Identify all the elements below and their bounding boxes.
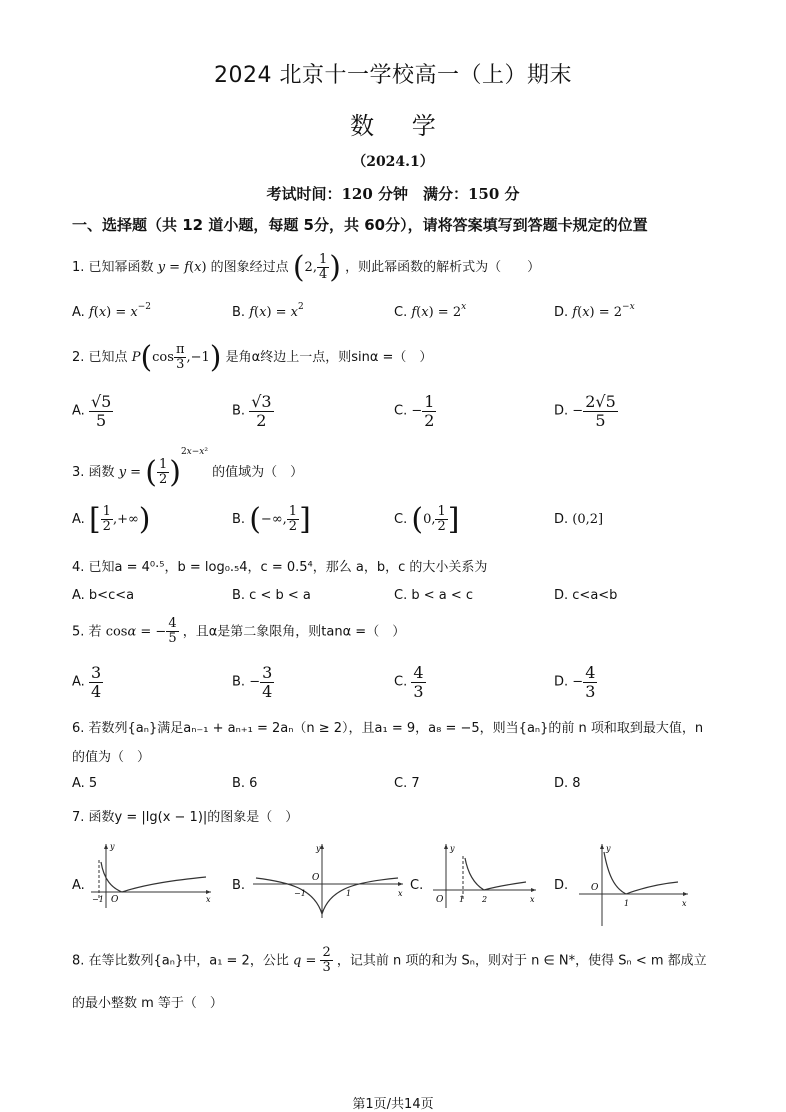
svg-text:y: y xyxy=(316,844,321,853)
svg-text:y: y xyxy=(110,842,115,851)
svg-text:x: x xyxy=(530,895,535,904)
q1-mid: 的图象经过点 xyxy=(210,260,289,275)
q4-option-c: C. b < a < c xyxy=(394,588,474,603)
question-4: 4. 已知a = 4⁰·⁵，b = log₀.₅4，c = 0.5⁴，那么 a，b，c 的大小关系为 xyxy=(72,560,488,575)
q3-option-d: D. (0,2] xyxy=(554,512,604,527)
svg-text:1: 1 xyxy=(624,899,630,908)
q1-suffix: ，则此幂函数的解析式为（ ） xyxy=(345,260,541,275)
q1-prefix: 1. 已知幂函数 xyxy=(72,260,154,275)
svg-text:−1: −1 xyxy=(294,889,306,898)
q1-option-c: C. $f(x) = 2^x$ xyxy=(394,302,467,320)
svg-text:1: 1 xyxy=(346,889,352,898)
svg-text:y: y xyxy=(606,844,611,853)
q1-option-a: A. $f(x) = x^{-2}$ xyxy=(72,302,152,320)
question-3: 3. 函数 y = ( $\frac{1}{2}$ )$^{2x-x^2}$ 的值域为（ ） xyxy=(72,447,304,490)
svg-text:y: y xyxy=(450,844,455,853)
q2-option-b: B. $\frac{√3}{2}$ xyxy=(232,392,272,430)
q7-graph-c xyxy=(428,840,540,910)
exam-subject: 数 学 xyxy=(350,112,436,140)
q2-option-c: C. − $\frac{1}{2}$ xyxy=(394,392,435,430)
exam-info: 考试时间：120 分钟 满分：150 分 xyxy=(266,185,520,203)
q8-q-den: 3 xyxy=(322,960,331,976)
q1-point-den: 4 xyxy=(318,267,328,282)
q4-option-b: B. c < b < a xyxy=(232,588,311,603)
q4-option-d: D. c<a<b xyxy=(554,588,618,603)
q7-option-a-label: A. xyxy=(72,878,85,893)
q6-line1: ，则当{aₙ}的前 n 项和取到最大值，n xyxy=(479,721,704,736)
svg-text:O: O xyxy=(312,873,320,883)
q6-prefix: 6. 若数列{aₙ}满足aₙ₋₁ + aₙ₊₁ = 2aₙ（n ≥ 2），且a₁ = 9，a₈ = −5 xyxy=(72,721,480,736)
question-6-line2: 的值为（ ） xyxy=(72,750,151,765)
section-heading: 一、选择题（共 12 道小题，每题 5分，共 60分），请将答案填写到答题卡规定的位置 xyxy=(72,216,648,234)
svg-text:x: x xyxy=(398,889,403,898)
q1-option-d: D. $f(x) = 2^{-x}$ xyxy=(554,302,635,320)
q3-option-a: A. [ $\frac{1}{2}$ ,+∞) xyxy=(72,502,151,537)
q5-suffix: ，且α是第二象限角，则tanα =（ ） xyxy=(182,624,406,640)
q7-graph-a xyxy=(86,840,216,910)
svg-text:x: x xyxy=(682,899,687,908)
svg-text:x: x xyxy=(206,895,211,904)
q5-option-c: C. $\frac{4}{3}$ xyxy=(394,663,424,701)
q3-option-b: B. (−∞, $\frac{1}{2}$ ] xyxy=(232,502,311,537)
q7-graph-b xyxy=(248,840,408,920)
q5-prefix: 5. 若 xyxy=(72,624,102,640)
question-5: 5. 若 cosα = − $\frac{4}{5}$ ，且α是第二象限角，则tanα =（ ） xyxy=(72,616,406,647)
question-7: 7. 函数y = |lg(x − 1)|的图象是（ ） xyxy=(72,810,299,825)
q6-option-d: D. 8 xyxy=(554,776,581,791)
q5-option-b: B. − $\frac{3}{4}$ xyxy=(232,663,273,701)
question-6 xyxy=(72,717,703,736)
q6-option-b: B. 6 xyxy=(232,776,258,791)
svg-text:O: O xyxy=(591,883,599,893)
svg-text:2: 2 xyxy=(482,895,488,904)
q5-option-d: D. − $\frac{4}{3}$ xyxy=(554,663,596,701)
svg-text:O: O xyxy=(111,895,119,905)
q7-option-c-label: C. xyxy=(410,878,424,893)
svg-text:1: 1 xyxy=(459,895,465,904)
q1-point-num: 1 xyxy=(318,251,328,267)
exam-date: （2024.1） xyxy=(352,154,434,170)
q7-graph-d xyxy=(574,840,692,930)
question-8-line2: 的最小整数 m 等于（ ） xyxy=(72,996,223,1011)
question-1: 1. 已知幂函数 y = f(x) 的图象经过点 (2, $\frac{1}{4}$ ) ，则此幂函数的解析式为（ ） xyxy=(72,250,541,285)
q3-option-c: C. (0, $\frac{1}{2}$ ] xyxy=(394,502,460,537)
q6-option-c: C. 7 xyxy=(394,776,420,791)
question-2: 2. 已知点 P(cos $\frac{\pi}{3}$ ,−1) 是角α终边上一点，则sinα =（ ） xyxy=(72,340,433,375)
q1-option-b: B. $f(x) = x^2$ xyxy=(232,302,304,320)
q3-prefix: 3. 函数 xyxy=(72,465,115,480)
q8-line1b: ，记其前 n 项的和为 Sₙ，则对于 n ∈ N*，使得 Sₙ < m 都成立 xyxy=(336,953,707,969)
q4-option-a: A. b<c<a xyxy=(72,588,135,603)
q7-option-d-label: D. xyxy=(554,878,569,893)
q2-option-d: D. − $\frac{2√5}{5}$ xyxy=(554,392,616,430)
q3-suffix: 的值域为（ ） xyxy=(212,465,304,480)
exam-title: 2024 北京十一学校高一（上）期末 xyxy=(214,63,572,88)
page-footer: 第1页/共14页 xyxy=(352,1097,434,1112)
q2-prefix: 2. 已知点 xyxy=(72,350,128,365)
svg-text:O: O xyxy=(436,895,444,905)
q2-suffix: 是角α终边上一点，则sinα =（ ） xyxy=(225,350,433,365)
q7-option-b-label: B. xyxy=(232,878,246,893)
q6-option-a: A. 5 xyxy=(72,776,98,791)
question-8: 8. 在等比数列{aₙ}中，a₁ = 2，公比 q = $\frac{2}{3}$ ，记其前 n 项的和为 Sₙ，则对于 n ∈ N*，使得 Sₙ < m 都成立 xyxy=(72,945,707,976)
svg-text:−1: −1 xyxy=(92,895,104,904)
q2-option-a: A. $\frac{√5}{5}$ xyxy=(72,392,112,430)
q5-option-a: A. $\frac{3}{4}$ xyxy=(72,663,102,701)
q8-q-num: 2 xyxy=(322,945,331,960)
q8-line1a: 8. 在等比数列{aₙ}中，a₁ = 2，公比 xyxy=(72,953,289,969)
